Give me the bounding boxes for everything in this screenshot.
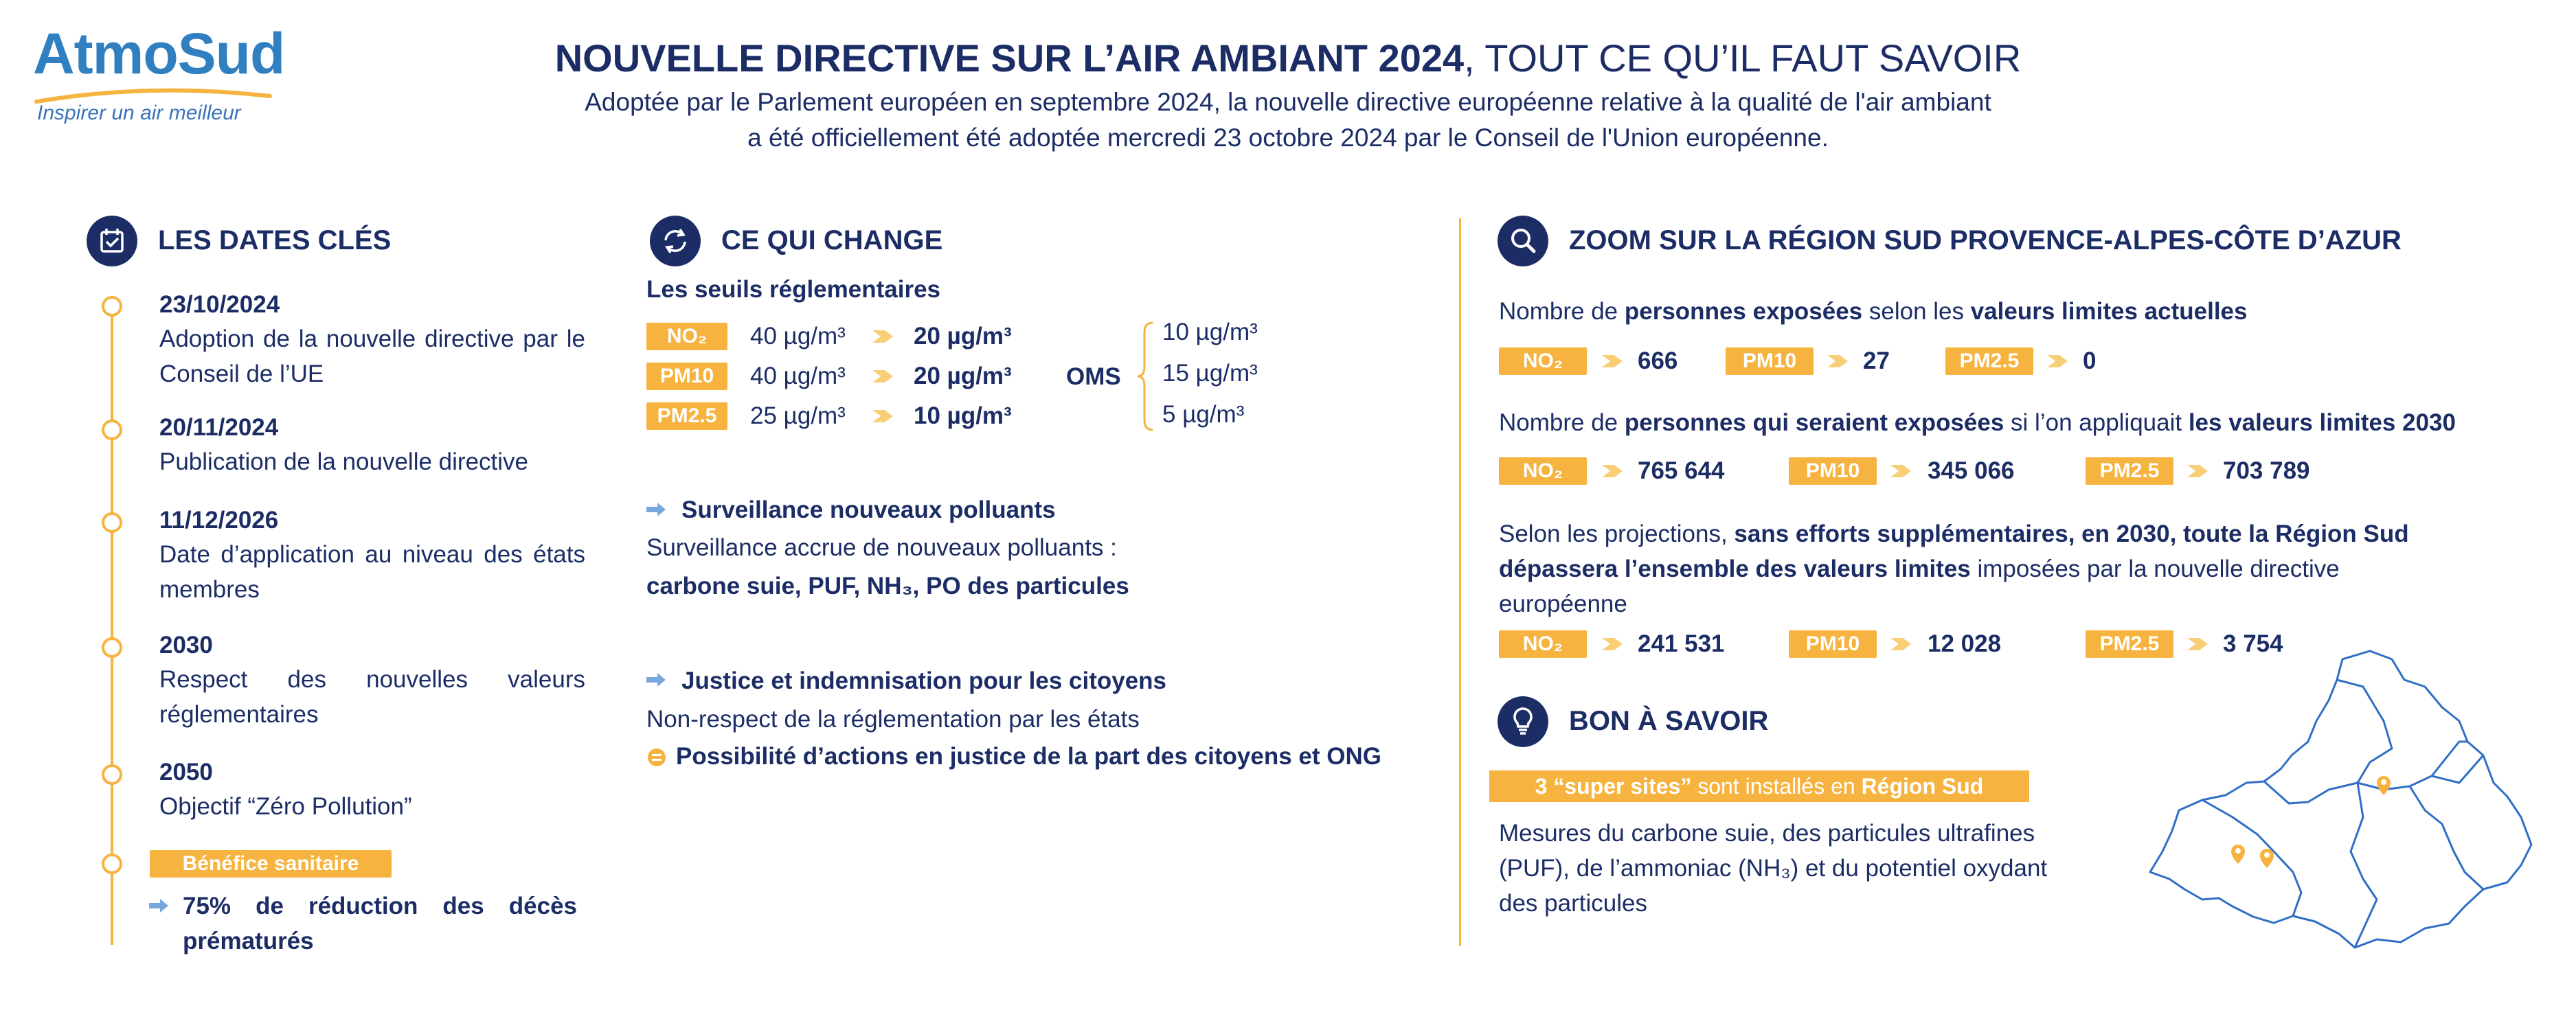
arrow-right-icon	[872, 328, 896, 345]
timeline-dot	[102, 512, 122, 533]
timeline-date: 11/12/2026	[159, 507, 279, 534]
timeline-dot	[102, 637, 122, 658]
pollutant-tag: PM2.5	[2086, 457, 2173, 485]
text-span: personnes exposées	[1624, 298, 1863, 325]
timeline-line	[111, 305, 113, 945]
pollutant-tag: PM2.5	[2086, 630, 2173, 658]
pollutant-tag: PM10	[1789, 457, 1877, 485]
oms-value: 10 µg/m³	[1162, 319, 1258, 345]
search-icon	[1498, 216, 1548, 266]
changes-section-title: CE QUI CHANGE	[721, 225, 943, 255]
surveillance-title: Surveillance nouveaux polluants	[681, 496, 1056, 523]
timeline-date: 20/11/2024	[159, 414, 279, 441]
thresholds-title: Les seuils réglementaires	[646, 276, 940, 303]
zoom-sentence-3-line-3: européenne	[1499, 591, 1627, 617]
text-span: personnes qui seraient exposées	[1624, 409, 2004, 436]
page-title	[0, 36, 2576, 80]
text-span: Selon les projections,	[1499, 520, 1735, 547]
logo-tagline: Inspirer un air meilleur	[37, 102, 241, 124]
justice-text: Non-respect de la réglementation par les états	[646, 706, 1140, 733]
arrow-right-icon	[2047, 353, 2070, 369]
new-threshold: 20 µg/m³	[914, 323, 1012, 350]
arrow-right-icon	[1890, 636, 1914, 652]
exposure-value: 666	[1638, 347, 1678, 374]
text-span: Région Sud	[1861, 774, 1984, 799]
text-span: dépassera l’ensemble des valeurs limites	[1499, 556, 1971, 582]
good-to-know-line-3: des particules	[1499, 890, 1647, 917]
arrow-right-icon	[872, 368, 896, 385]
exposure-value: 0	[2083, 347, 2097, 374]
timeline-desc: Objectif “Zéro Pollution”	[159, 793, 412, 820]
pollutant-tag: PM2.5	[646, 402, 727, 430]
justice-title: Justice et indemnisation pour les citoyens	[681, 667, 1167, 694]
text-span: Nombre de	[1499, 298, 1625, 325]
zoom-sentence-3-line-2	[1499, 551, 2340, 586]
timeline-date: 2030	[159, 632, 213, 659]
pollutant-tag: PM10	[646, 363, 727, 390]
dates-section-title: LES DATES CLÉS	[158, 225, 392, 255]
timeline-desc: Adoption de la nouvelle directive par le Conseil de l’UE	[159, 325, 585, 387]
subtitle-line-2: a été officiellement été adoptée mercredi 23 octobre 2024 par le Conseil de l'Union européenne.	[747, 124, 1829, 152]
lightbulb-icon	[1498, 696, 1548, 747]
surveillance-text: Surveillance accrue de nouveaux polluants :	[646, 534, 1117, 561]
arrow-right-icon	[1602, 463, 1625, 479]
super-sites-tag	[1489, 770, 2029, 802]
oms-value: 5 µg/m³	[1162, 401, 1245, 428]
text-span: 3 “super sites”	[1535, 774, 1692, 799]
text-span: sans efforts supplémentaires, en 2030, toute la Région Sud	[1734, 520, 2409, 547]
arrow-right-icon	[2187, 463, 2211, 479]
arrow-right-icon	[872, 408, 896, 424]
text-span: imposées par la nouvelle directive	[1970, 556, 2340, 582]
oms-value: 15 µg/m³	[1162, 360, 1258, 387]
timeline-desc: Date d’application au niveau des états membres	[159, 541, 585, 603]
column-divider	[1459, 218, 1461, 946]
exposure-value: 3 754	[2223, 630, 2283, 657]
exposure-value: 345 066	[1928, 457, 2015, 484]
zoom-section-title: ZOOM SUR LA RÉGION SUD PROVENCE-ALPES-CÔTE D’AZUR	[1569, 225, 2402, 255]
text-span: sont installés en	[1691, 774, 1862, 799]
pollutant-tag: PM10	[1726, 347, 1814, 375]
pollutant-tag: NO₂	[1499, 630, 1587, 658]
text-span: selon les	[1862, 298, 1971, 325]
exposure-value: 765 644	[1638, 457, 1725, 484]
pollutant-tag: NO₂	[1499, 457, 1587, 485]
arrow-right-icon	[149, 897, 170, 914]
pollutant-tag: PM10	[1789, 630, 1877, 658]
oms-label: OMS	[1066, 363, 1121, 390]
zoom-sentence-1	[1499, 294, 2247, 329]
exposure-value: 703 789	[2223, 457, 2310, 484]
pollutant-tag: NO₂	[1499, 347, 1587, 375]
old-threshold: 40 µg/m³	[750, 323, 846, 350]
logo-brand: AtmoSud	[33, 21, 285, 86]
benefit-tag: Bénéfice sanitaire	[150, 850, 392, 878]
good-to-know-line-1: Mesures du carbone suie, des particules ultrafines	[1499, 820, 2035, 847]
new-threshold: 10 µg/m³	[914, 402, 1012, 429]
timeline-dot	[102, 764, 122, 785]
surveillance-bold: carbone suie, PUF, NH₃, PO des particules	[646, 573, 1129, 599]
timeline-dot	[102, 854, 122, 874]
arrow-right-icon	[646, 672, 667, 688]
text-span: si l’on appliquait	[2004, 409, 2189, 436]
pollutant-tag: NO₂	[646, 323, 727, 350]
new-threshold: 20 µg/m³	[914, 363, 1012, 389]
exposure-value: 241 531	[1638, 630, 1725, 657]
zoom-sentence-2	[1499, 405, 2456, 440]
timeline-date: 23/10/2024	[159, 291, 280, 318]
timeline-dot	[102, 420, 122, 440]
oms-brace-icon	[1135, 320, 1155, 433]
timeline-desc: Publication de la nouvelle directive	[159, 448, 528, 475]
timeline-date: 2050	[159, 759, 213, 786]
zoom-sentence-3-line-1	[1499, 516, 2409, 551]
calendar-check-icon	[87, 216, 137, 266]
pollutant-tag: PM2.5	[1945, 347, 2033, 375]
good-to-know-title: BON À SAVOIR	[1569, 706, 1769, 736]
arrow-right-icon	[1602, 353, 1625, 369]
refresh-icon	[650, 216, 701, 266]
title-bold: NOUVELLE DIRECTIVE SUR L’AIR AMBIANT 2024	[554, 36, 1465, 80]
text-span: les valeurs limites 2030	[2188, 409, 2456, 436]
region-map-icon	[2136, 645, 2549, 968]
arrow-right-icon	[646, 501, 667, 518]
old-threshold: 40 µg/m³	[750, 363, 846, 389]
title-rest: , TOUT CE QU’IL FAUT SAVOIR	[1464, 36, 2022, 80]
good-to-know-line-2: (PUF), de l’ammoniac (NH₃) et du potentiel oxydant	[1499, 855, 2048, 882]
justice-bold: Possibilité d’actions en justice de la part des citoyens et ONG	[676, 743, 1381, 770]
text-span: Nombre de	[1499, 409, 1625, 436]
old-threshold: 25 µg/m³	[750, 402, 846, 429]
text-span: valeurs limites actuelles	[1970, 298, 2248, 325]
exposure-value: 27	[1863, 347, 1890, 374]
benefit-text: 75% de réduction des décès prématurés	[183, 893, 577, 954]
subtitle-line-1: Adoptée par le Parlement européen en septembre 2024, la nouvelle directive européenne relative à la qualité de l'air ambiant	[585, 88, 1991, 116]
arrow-right-icon	[1827, 353, 1851, 369]
timeline-desc: Respect des nouvelles valeurs réglementaires	[159, 666, 585, 728]
arrow-right-icon	[1602, 636, 1625, 652]
exposure-value: 12 028	[1928, 630, 2002, 657]
arrow-right-icon	[1890, 463, 1914, 479]
timeline-dot	[102, 296, 122, 317]
equals-circle-icon	[646, 747, 667, 768]
